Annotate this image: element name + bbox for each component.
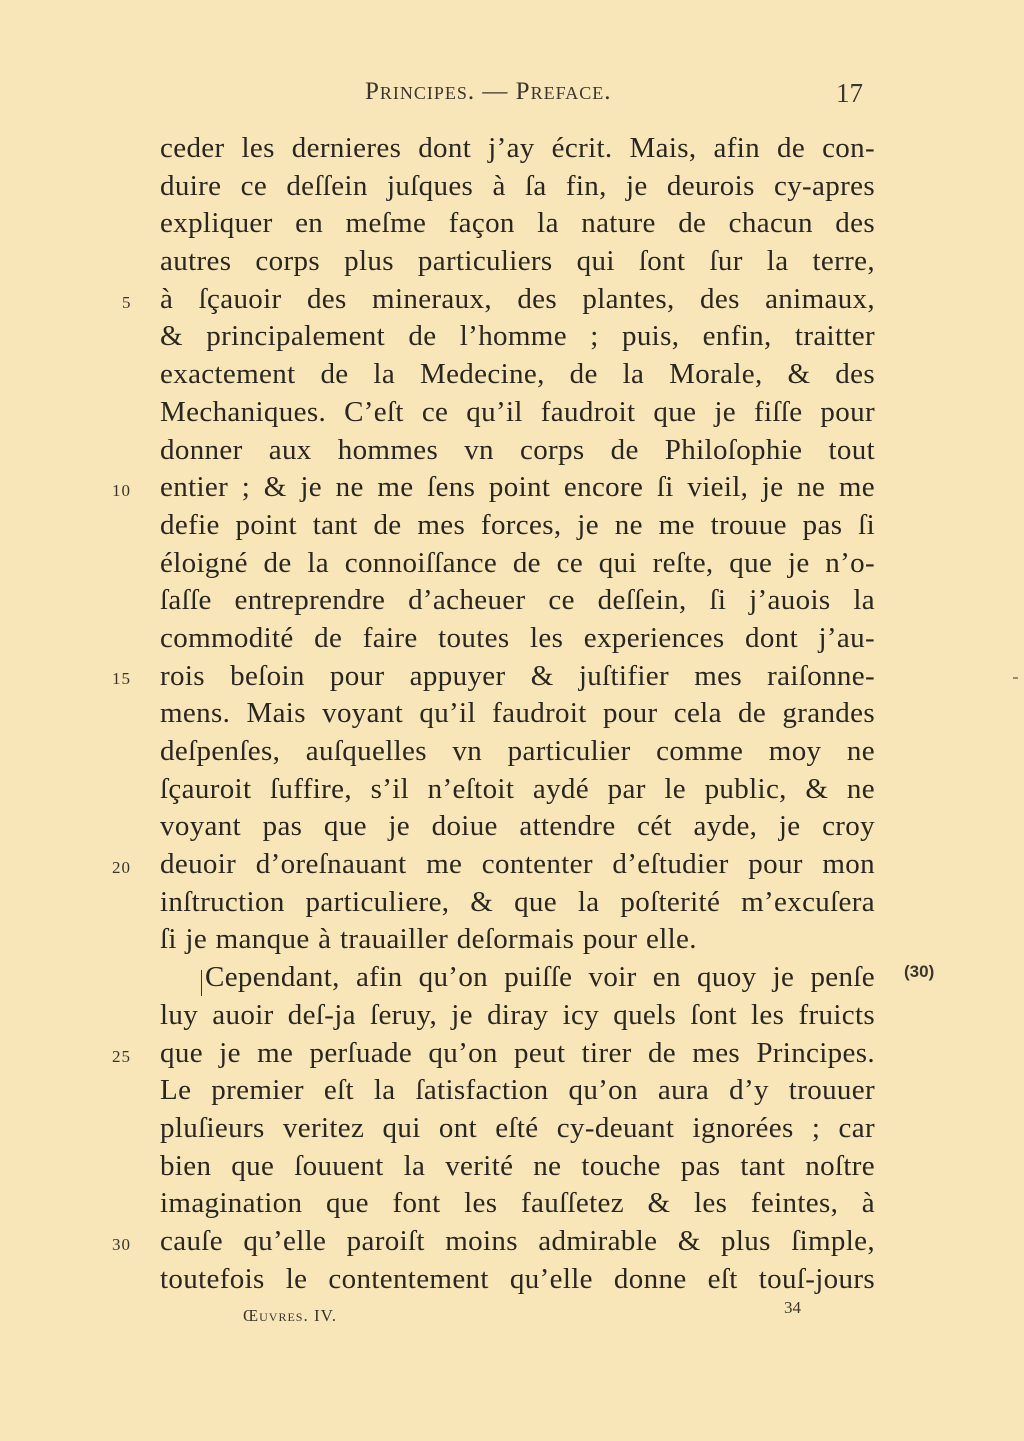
text-line: bien que ſouuent la verité ne touche pas tant noſtre [160, 1149, 875, 1182]
text-line: exactement de la Medecine, de la Morale, & des [160, 358, 875, 391]
text-line: Cependant, afin qu’on puiſſe voir en quoy je penſe [205, 961, 875, 994]
margin-line-number: 20 [112, 858, 131, 877]
page-header [0, 78, 1024, 118]
text-line: ceder les dernieres dont j’ay écrit. Mais, afin de con- [160, 132, 875, 164]
margin-line-number: 30 [112, 1235, 131, 1254]
text-line: autres corps plus particuliers qui ſont ſur la terre, [160, 245, 875, 278]
footer-volume: Œuvres. IV. [243, 1306, 337, 1325]
text-line: luy auoir deſ-ja ſeruy, je diray icy quels ſont les fruicts [160, 998, 875, 1031]
text-line: éloigné de la connoiſſance de ce qui reſte, que je n’o- [160, 546, 875, 579]
text-line: ſaſſe entreprendre d’acheuer ce deſſein, ſi j’auois la [160, 584, 875, 617]
text-line: deſpenſes, auſquelles vn particulier comme moy ne [160, 735, 875, 767]
text-line: Le premier eſt la ſatisfaction qu’on aura d’y trouuer [160, 1074, 875, 1107]
text-line: inſtruction particuliere, & que la poſterité m’excuſera [160, 885, 875, 918]
text-line: expliquer en meſme façon la nature de chacun des [160, 207, 875, 240]
text-line: ſi je manque à trauailler deſormais pour elle. [160, 923, 697, 956]
text-line: defie point tant de mes forces, je ne me trouue pas ſi [160, 508, 875, 541]
text-line: duire ce deſſein juſques à ſa fin, je deurois cy-apres [160, 169, 875, 202]
signature-mark: 34 [784, 1298, 801, 1317]
running-head: Principes. — Preface. [365, 78, 612, 105]
text-line: toutefois le contentement qu’elle donne eſt touſ-jours [160, 1262, 875, 1295]
stray-mark [1013, 677, 1018, 679]
page-number: 17 [836, 78, 863, 108]
text-line: que je me perſuade qu’on peut tirer de mes Principes. [160, 1036, 875, 1069]
text-line: donner aux hommes vn corps de Philoſophie tout [160, 433, 875, 466]
body-text [160, 130, 875, 1298]
text-line: mens. Mais voyant qu’il faudroit pour cela de grandes [160, 697, 875, 730]
text-line: & principalement de l’homme ; puis, enfin, traitter [160, 320, 875, 353]
margin-line-number: 10 [112, 481, 131, 500]
text-line: ſçauroit ſuffire, s’il n’eſtoit aydé par le public, & ne [160, 772, 875, 805]
insertion-bar [201, 970, 202, 996]
text-line: commodité de faire toutes les experiences dont j’au- [160, 621, 875, 654]
margin-line-number: 25 [112, 1047, 131, 1066]
text-line: pluſieurs veritez qui ont eſté cy-deuant ignorées ; car [160, 1111, 875, 1144]
text-line: entier ; & je ne me ſens point encore ſi vieil, je ne me [160, 471, 875, 504]
text-line: rois beſoin pour appuyer & juſtifier mes raiſonne- [160, 659, 875, 692]
marginal-reference: (30) [904, 962, 935, 981]
margin-line-number: 15 [112, 669, 131, 688]
text-line: deuoir d’oreſnauant me contenter d’eſtudier pour mon [160, 848, 875, 881]
text-line: imagination que font les fauſſetez & les feintes, à [160, 1187, 875, 1220]
text-line: cauſe qu’elle paroiſt moins admirable & plus ſimple, [160, 1224, 875, 1257]
text-line: Mechaniques. C’eſt ce qu’il faudroit que je fiſſe pour [160, 395, 875, 428]
text-line: à ſçauoir des mineraux, des plantes, des animaux, [160, 282, 875, 315]
text-line: voyant pas que je doiue attendre cét ayde, je croy [160, 810, 875, 843]
margin-line-number: 5 [122, 293, 132, 312]
